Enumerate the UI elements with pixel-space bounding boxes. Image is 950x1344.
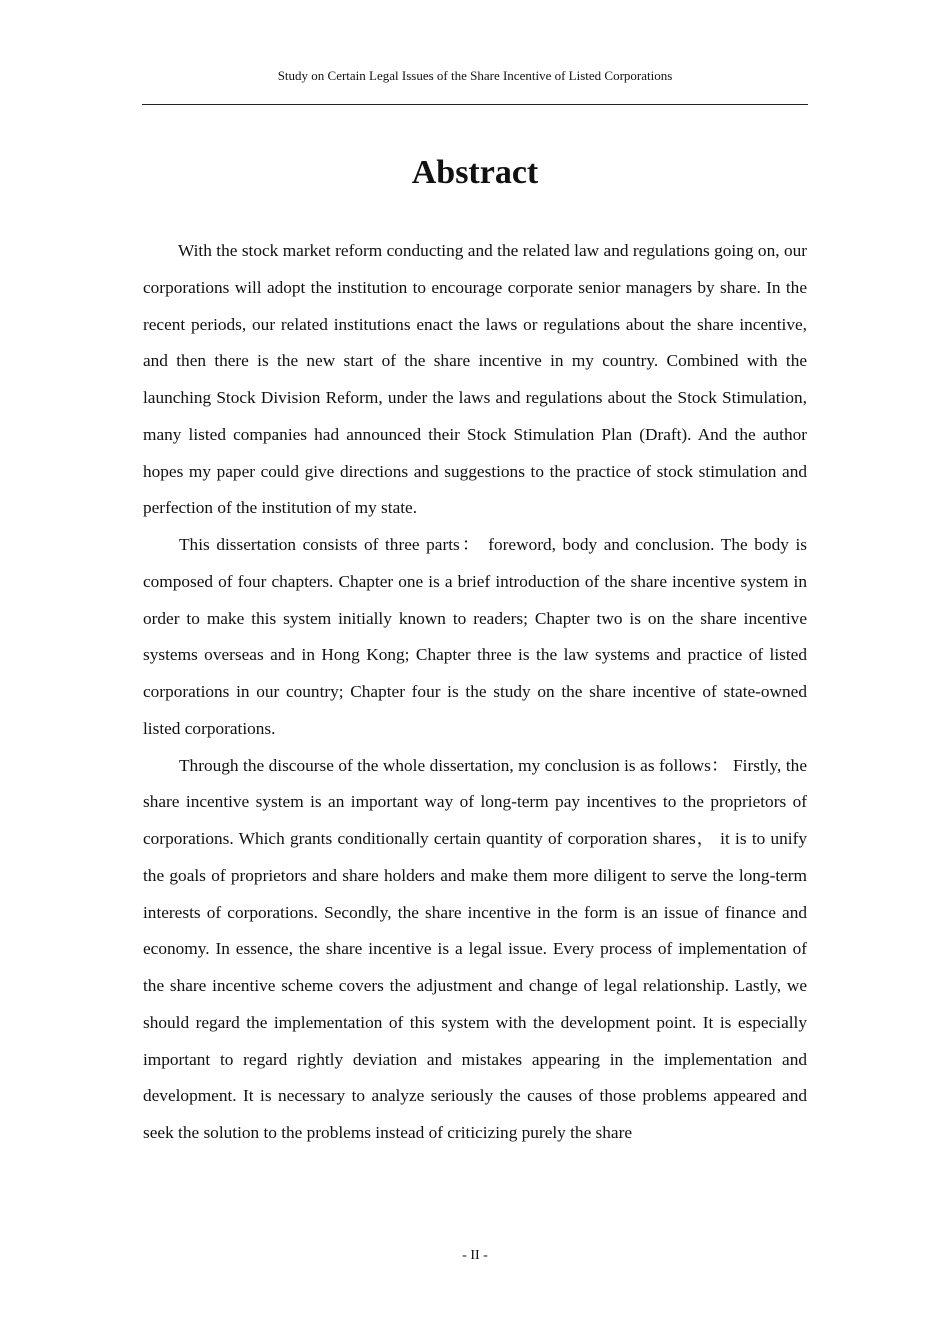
running-header: Study on Certain Legal Issues of the Share Incentive of Listed Corporations <box>277 68 673 83</box>
page-number: - II - <box>462 1248 488 1263</box>
header-divider <box>142 104 808 105</box>
abstract-body <box>143 233 807 1152</box>
abstract-paragraph-2: This dissertation consists of three parts： foreword, body and conclusion. The body is composed of four chapters. Chapter one is a brief introduction of the share incentive system in order to make this system initially known to readers; Chapter two is on the share incentive systems overseas and in Hong Kong; Chapter three is the law systems and practice of listed corporations in our country; Chapter four is the study on the share incentive of state-owned listed corporations. <box>143 535 807 738</box>
abstract-paragraph-1: With the stock market reform conducting and the related law and regulations going on, our corporations will adopt the institution to encourage corporate senior managers by share. In the recent periods, our related institutions enact the laws or regulations about the share incentive, and then there is the new start of the share incentive in my country. Combined with the launching Stock Division Reform, under the laws and regulations about the Stock Stimulation, many listed companies had announced their Stock Stimulation Plan (Draft). And the author hopes my paper could give directions and suggestions to the practice of stock stimulation and perfection of the institution of my state. <box>143 241 807 518</box>
abstract-title: Abstract <box>411 154 539 191</box>
abstract-paragraph-3: Through the discourse of the whole dissertation, my conclusion is as follows： Firstly, the share incentive system is an important way of long-term pay incentives to the proprietors of corporations. Which grants conditionally certain quantity of corporation shares， it is to unify the goals of proprietors and share holders and make them more diligent to serve the long-term interests of corporations. Secondly, the share incentive in the form is an issue of finance and economy. In essence, the share incentive is a legal issue. Every process of implementation of the share incentive scheme covers the adjustment and change of legal relationship. Lastly, we should regard the implementation of this system with the development point. It is especially important to regard rightly deviation and mistakes appearing in the implementation and development. It is necessary to analyze seriously the causes of those problems appeared and seek the solution to the problems instead of criticizing purely the share <box>143 755 807 1142</box>
